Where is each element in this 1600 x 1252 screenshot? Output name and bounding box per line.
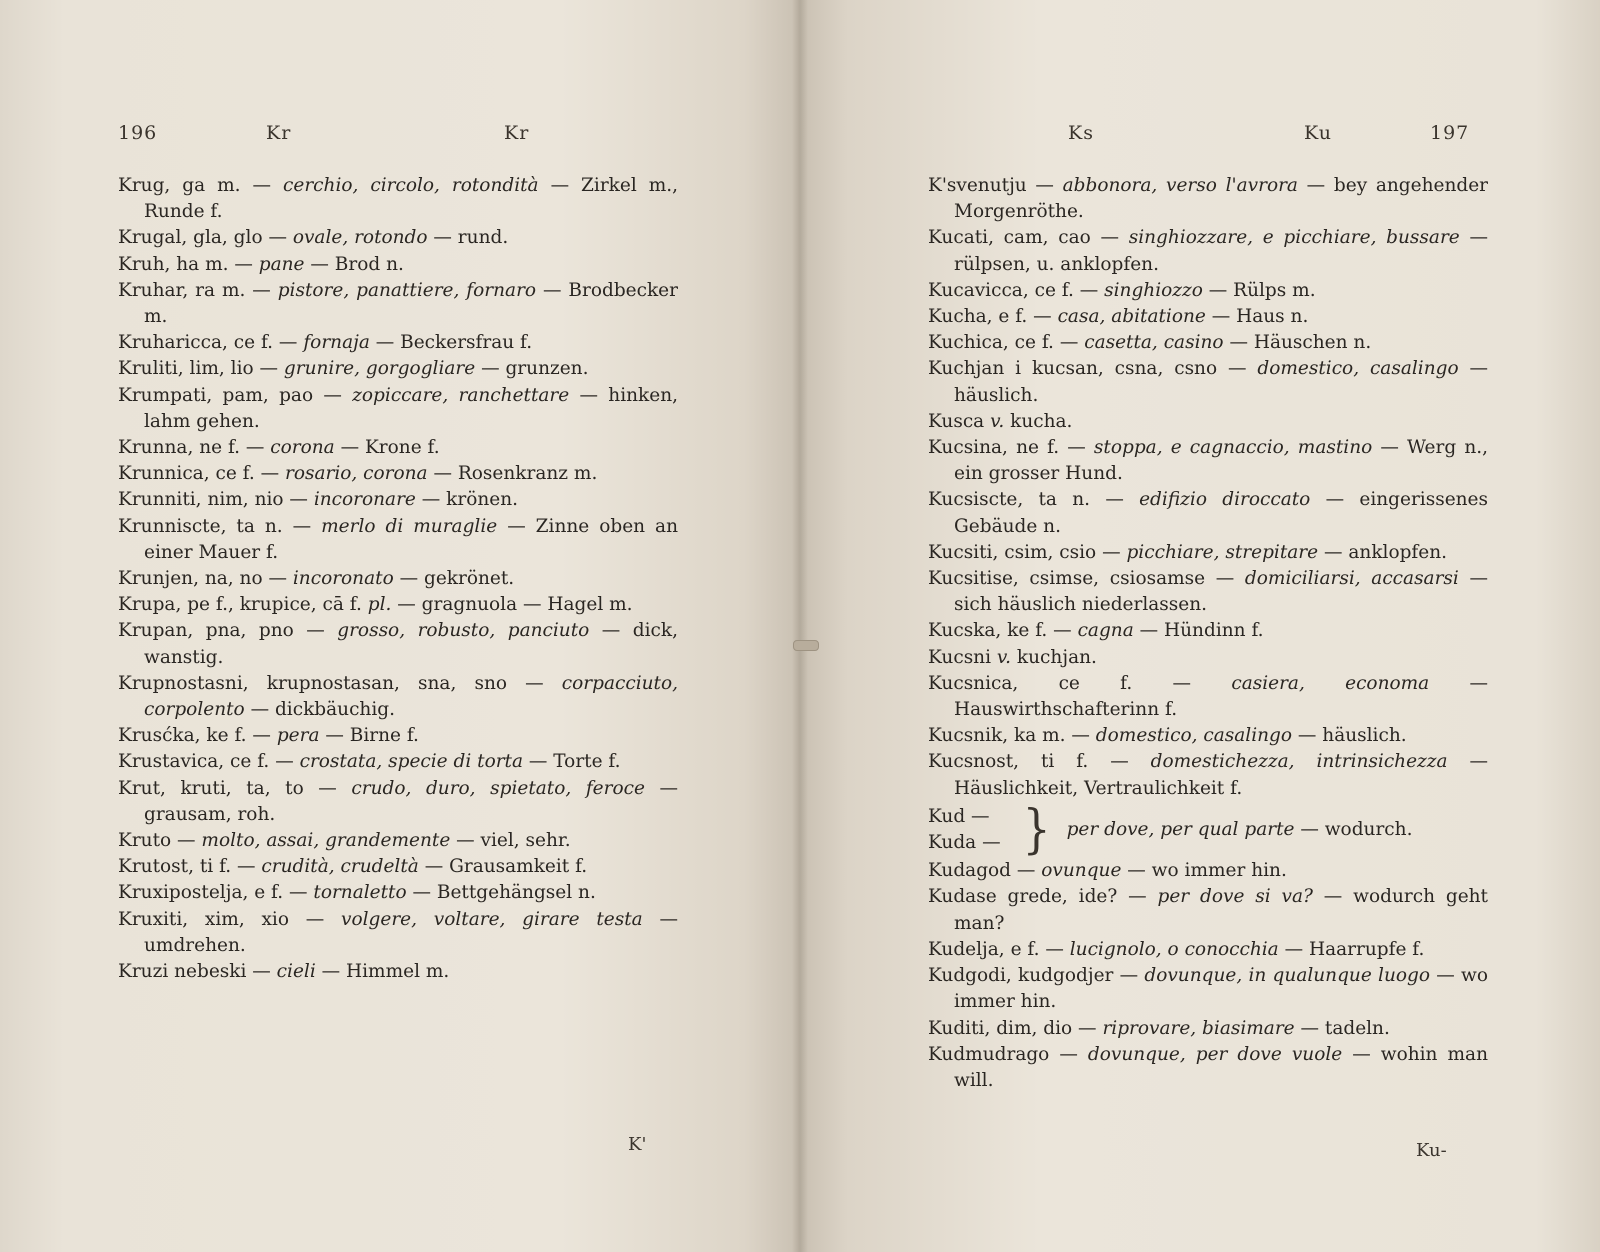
dictionary-entry xyxy=(928,356,1488,408)
entry-german: — häuslich. xyxy=(954,358,1488,406)
dictionary-entry xyxy=(118,828,678,854)
entry-italian: lucignolo, o conocchia xyxy=(1069,938,1279,960)
dictionary-entry xyxy=(928,435,1488,487)
entry-italian: abbonora, verso l'avrora xyxy=(1062,175,1298,196)
entry-headword: Kruto — xyxy=(118,830,202,852)
entry-german: — anklopfen. xyxy=(1318,541,1448,563)
dictionary-entry xyxy=(118,776,678,828)
right-running-head-2: Ku xyxy=(1304,122,1333,144)
entry-headword: Krug, ga m. — xyxy=(118,175,284,196)
entry-german: — umdrehen. xyxy=(144,908,678,956)
dictionary-entry xyxy=(928,225,1488,277)
entry-italian: corpacciuto, corpolento xyxy=(144,672,678,721)
left-catchword: K' xyxy=(628,1134,647,1155)
entry-headword: Kucavicca, ce f. — xyxy=(928,279,1105,301)
entry-headword: Kruh, ha m. — xyxy=(118,253,259,275)
entry-headword: Krupan, pna, pno — xyxy=(118,620,338,642)
dictionary-entry xyxy=(928,173,1488,225)
entry-italian: rosario, corona xyxy=(285,463,428,485)
entry-headword: Kucsnost, ti f. — xyxy=(928,751,1151,773)
entry-german: — Torte f. xyxy=(523,751,621,773)
dictionary-entry xyxy=(118,356,678,382)
entry-german: — gekrönet. xyxy=(393,568,515,590)
entry-italian: cieli xyxy=(276,961,316,983)
entry-italian: domiciliarsi, accasarsi xyxy=(1244,568,1459,590)
entry-german: — eingerissenes Gebäude n. xyxy=(954,489,1488,537)
entry-german: — rund. xyxy=(427,227,509,249)
entry-italian: per dove si va? xyxy=(1157,886,1313,908)
entry-headword: Krunnica, ce f. — xyxy=(118,463,285,485)
entry-italian: ovale, rotondo xyxy=(292,227,428,249)
entry-italian: v. xyxy=(990,410,1005,432)
entry-italian: cerchio, circolo, rotondità xyxy=(283,175,539,196)
entry-german: — grunzen. xyxy=(475,358,589,380)
entry-headword: Kruzi nebeski — xyxy=(118,961,277,983)
entry-headword: Krusćka, ke f. — xyxy=(118,725,277,747)
entry-headword: K'svenutju — xyxy=(928,175,1063,196)
dictionary-entry xyxy=(118,749,678,775)
entry-headword: Kuditi, dim, dio — xyxy=(928,1017,1103,1039)
entry-german: — rülpsen, u. anklopfen. xyxy=(954,227,1488,275)
dictionary-entry xyxy=(118,592,678,618)
entry-italian: singhiozzare, e picchiare, bussare xyxy=(1128,227,1460,249)
dictionary-entry xyxy=(928,566,1488,618)
entry-headword: Kruhar, ra m. — xyxy=(118,279,278,301)
dictionary-entry xyxy=(118,435,678,461)
entry-headword: Kusca xyxy=(928,410,991,432)
entry-german: — Birne f. xyxy=(319,725,419,747)
entry-german: — häuslich. xyxy=(1292,725,1407,747)
entry-headword: Kudagod — xyxy=(928,860,1042,882)
entry-german: — Krone f. xyxy=(334,437,440,459)
dictionary-entry xyxy=(928,540,1488,566)
entry-italian: molto, assai, grandemente xyxy=(201,830,451,852)
entry-headword: Krunniti, nim, nio — xyxy=(118,489,314,511)
entry-italian: riprovare, biasimare xyxy=(1102,1017,1295,1039)
entry-italian: v. xyxy=(996,646,1012,668)
dictionary-entry xyxy=(928,1042,1488,1094)
entry-italian: grosso, robusto, panciuto xyxy=(337,620,590,642)
entry-italian: fornaja xyxy=(303,332,370,354)
entry-german: — krönen. xyxy=(415,489,518,511)
entry-italian: domestichezza, intrinsichezza xyxy=(1150,751,1448,773)
dictionary-entry xyxy=(118,278,678,330)
entry-headword: Kruliti, lim, lio — xyxy=(118,358,284,380)
entry-headword: Kuchjan i kucsan, csna, csno — xyxy=(928,358,1258,380)
entry-german: — tadeln. xyxy=(1294,1017,1390,1039)
dictionary-entry xyxy=(118,618,678,670)
entry-italian: volgere, voltare, girare testa xyxy=(341,908,643,930)
entry-german: — Häuslichkeit, Vertraulichkeit f. xyxy=(954,751,1488,799)
entry-headword: Kucsiscte, ta n. — xyxy=(928,489,1140,511)
entry-german: — Haarrupfe f. xyxy=(1278,938,1425,960)
entry-italian: edifizio diroccato xyxy=(1139,489,1311,511)
entry-german: — viel, sehr. xyxy=(450,830,571,852)
entry-german: kucha. xyxy=(1004,410,1073,432)
entry-headword: Kucha, e f. — xyxy=(928,306,1058,328)
dictionary-entry xyxy=(928,618,1488,644)
dictionary-entry xyxy=(928,1016,1488,1042)
entry-german: — Zirkel m., Runde f. xyxy=(144,175,679,223)
entry-german: — Bettgehängsel n. xyxy=(406,882,596,904)
right-page xyxy=(800,0,1600,1252)
entry-german: — gragnuola — Hagel m. xyxy=(391,594,633,616)
entry-german: — hinken, lahm gehen. xyxy=(144,384,678,432)
dictionary-entry xyxy=(928,749,1488,801)
right-catchword: Ku- xyxy=(1416,1140,1447,1161)
entry-italian: pera xyxy=(276,725,320,747)
entry-headword: Kuchica, ce f. — xyxy=(928,332,1085,354)
dictionary-entry xyxy=(928,723,1488,749)
dictionary-entry xyxy=(928,304,1488,330)
entry-headword: Krupnostasni, krupnostasan, sna, sno — xyxy=(118,672,562,694)
entry-italian: domestico, casalingo xyxy=(1095,725,1293,747)
dictionary-entry xyxy=(118,330,678,356)
entry-headword: Krutost, ti f. — xyxy=(118,856,262,878)
entry-headword: Kucsiti, csim, csio — xyxy=(928,541,1127,563)
entry-headword: Kucsni xyxy=(928,646,997,668)
kud-word-2: Kuda — xyxy=(928,832,1001,854)
entry-german: — Zinne oben an einer Mauer f. xyxy=(144,515,678,563)
entry-italian: crudità, crudeltà xyxy=(261,856,419,878)
entry-german: — grausam, roh. xyxy=(144,777,678,825)
entry-headword: Kucska, ke f. — xyxy=(928,620,1078,642)
entry-headword: Krustavica, ce f. — xyxy=(118,751,300,773)
entry-italian: ovunque xyxy=(1041,860,1122,882)
dictionary-entry xyxy=(928,937,1488,963)
left-page-number: 196 xyxy=(118,122,158,144)
entry-headword: Kucsnica, ce f. — xyxy=(928,672,1232,694)
entry-italian: tornaletto xyxy=(313,882,407,904)
entry-headword: Kruxipostelja, e f. — xyxy=(118,882,314,904)
kud-word-1: Kud — xyxy=(928,805,990,827)
dictionary-entry xyxy=(928,858,1488,884)
entry-italian: singhiozzo xyxy=(1104,279,1203,301)
entry-headword: Kudelja, e f. — xyxy=(928,938,1070,960)
entry-headword: Kruharicca, ce f. — xyxy=(118,332,304,354)
entry-italian: dovunque, per dove vuole xyxy=(1087,1043,1343,1065)
right-entry-list xyxy=(928,173,1488,1094)
dictionary-entry xyxy=(928,278,1488,304)
dictionary-entry xyxy=(928,487,1488,539)
entry-italian: zopiccare, ranchettare xyxy=(352,384,570,406)
dictionary-entry xyxy=(928,963,1488,1015)
brace-mark: } xyxy=(1022,798,1051,861)
entry-headword: Krut, kruti, ta, to — xyxy=(118,777,352,799)
entry-german: — wohin man will. xyxy=(954,1043,1488,1091)
entry-italian: cagna xyxy=(1077,620,1134,642)
entry-german: — Häuschen n. xyxy=(1223,332,1372,354)
dictionary-entry xyxy=(118,880,678,906)
right-page-number: 197 xyxy=(1430,122,1470,144)
entry-italian: incoronato xyxy=(292,568,394,590)
entry-headword: Kucsina, ne f. — xyxy=(928,437,1094,459)
dictionary-entry xyxy=(118,461,678,487)
entry-german: — Hündinn f. xyxy=(1133,620,1264,642)
entry-german: — Himmel m. xyxy=(315,961,450,983)
entry-german: — Rosenkranz m. xyxy=(427,463,598,485)
kud-entry xyxy=(928,798,1488,861)
left-running-head-2: Kr xyxy=(504,122,530,144)
entry-italian: picchiare, strepitare xyxy=(1126,541,1319,563)
dictionary-entry xyxy=(118,487,678,513)
dictionary-entry xyxy=(928,409,1488,435)
entry-headword: Krunna, ne f. — xyxy=(118,437,271,459)
entry-german: — dick, wanstig. xyxy=(144,620,678,668)
entry-italian: crostata, specie di torta xyxy=(299,751,524,773)
entry-headword: Kudmudrago — xyxy=(928,1043,1088,1065)
entry-german: — Beckersfrau f. xyxy=(369,332,533,354)
entry-german: — Hauswirthschafterinn f. xyxy=(954,672,1488,721)
dictionary-entry xyxy=(118,566,678,592)
left-entry-list xyxy=(118,173,678,985)
entry-german: kuchjan. xyxy=(1011,646,1097,668)
dictionary-entry xyxy=(118,671,678,723)
entry-german: — wo immer hin. xyxy=(1121,860,1287,882)
entry-italian: pistore, panattiere, fornaro xyxy=(277,279,537,301)
entry-headword: Kudgodi, kudgodjer — xyxy=(928,965,1145,987)
entry-italian: domestico, casalingo xyxy=(1257,358,1459,380)
entry-german: — Rülps m. xyxy=(1202,279,1316,301)
dictionary-entry xyxy=(118,854,678,880)
entry-german: — bey angehender Morgenröthe. xyxy=(954,175,1489,223)
entry-headword: Krunjen, na, no — xyxy=(118,568,293,590)
entry-headword: Krupa, pe f., krupice, cā f. xyxy=(118,594,368,616)
entry-german: — Werg n., ein grosser Hund. xyxy=(954,437,1488,485)
entry-italian: corona xyxy=(270,437,335,459)
dictionary-entry xyxy=(118,723,678,749)
dictionary-entry xyxy=(118,959,678,985)
entry-german: — wo immer hin. xyxy=(954,965,1488,1013)
entry-headword: Krugal, gla, glo — xyxy=(118,227,293,249)
entry-german: — Brodbecker m. xyxy=(144,279,678,328)
kud-italian: per dove, per qual parte xyxy=(1066,818,1295,840)
entry-headword: Kucsnik, ka m. — xyxy=(928,725,1096,747)
entry-headword: Krumpati, pam, pao — xyxy=(118,384,353,406)
entry-german: — dickbäuchig. xyxy=(244,699,395,721)
dictionary-entry xyxy=(928,330,1488,356)
entry-german: — wodurch geht man? xyxy=(954,886,1488,934)
entry-italian: dovunque, in qualunque luogo xyxy=(1144,965,1431,987)
dictionary-entry xyxy=(928,671,1488,723)
entry-italian: incoronare xyxy=(313,489,416,511)
entry-italian: merlo di muraglie xyxy=(321,515,498,537)
entry-headword: Kucsitise, csimse, csiosamse — xyxy=(928,568,1245,590)
entry-italian: casiera, economa xyxy=(1231,672,1430,694)
dictionary-entry xyxy=(118,225,678,251)
dictionary-entry xyxy=(118,514,678,566)
binding-stitch xyxy=(793,640,819,651)
left-running-head-1: Kr xyxy=(266,122,292,144)
entry-headword: Kruxiti, xim, xio — xyxy=(118,908,342,930)
entry-italian: crudo, duro, spietato, feroce xyxy=(351,777,645,799)
dictionary-entry xyxy=(118,252,678,278)
entry-italian: grunire, gorgogliare xyxy=(283,358,476,380)
dictionary-entry xyxy=(118,907,678,959)
entry-italian: casetta, casino xyxy=(1084,332,1224,354)
right-running-head-1: Ks xyxy=(1068,122,1094,144)
entry-headword: Kudase grede, ide? — xyxy=(928,886,1158,908)
entry-german: — sich häuslich niederlassen. xyxy=(954,568,1488,616)
dictionary-entry xyxy=(928,645,1488,671)
entry-italian: pane xyxy=(258,253,305,275)
entry-german: — Haus n. xyxy=(1205,306,1309,328)
book-gutter xyxy=(792,0,808,1252)
dictionary-entry xyxy=(118,173,678,225)
kud-german: — wodurch. xyxy=(1294,818,1413,840)
entry-italian: pl. xyxy=(367,594,392,616)
entry-german: — Brod n. xyxy=(304,253,404,275)
dictionary-entry xyxy=(928,884,1488,936)
entry-headword: Kucati, cam, cao — xyxy=(928,227,1129,249)
entry-german: — Grausamkeit f. xyxy=(418,856,588,878)
entry-headword: Krunniscte, ta n. — xyxy=(118,515,322,537)
dictionary-entry xyxy=(118,383,678,435)
entry-italian: casa, abitatione xyxy=(1057,306,1206,328)
entry-italian: stoppa, e cagnaccio, mastino xyxy=(1093,437,1373,459)
